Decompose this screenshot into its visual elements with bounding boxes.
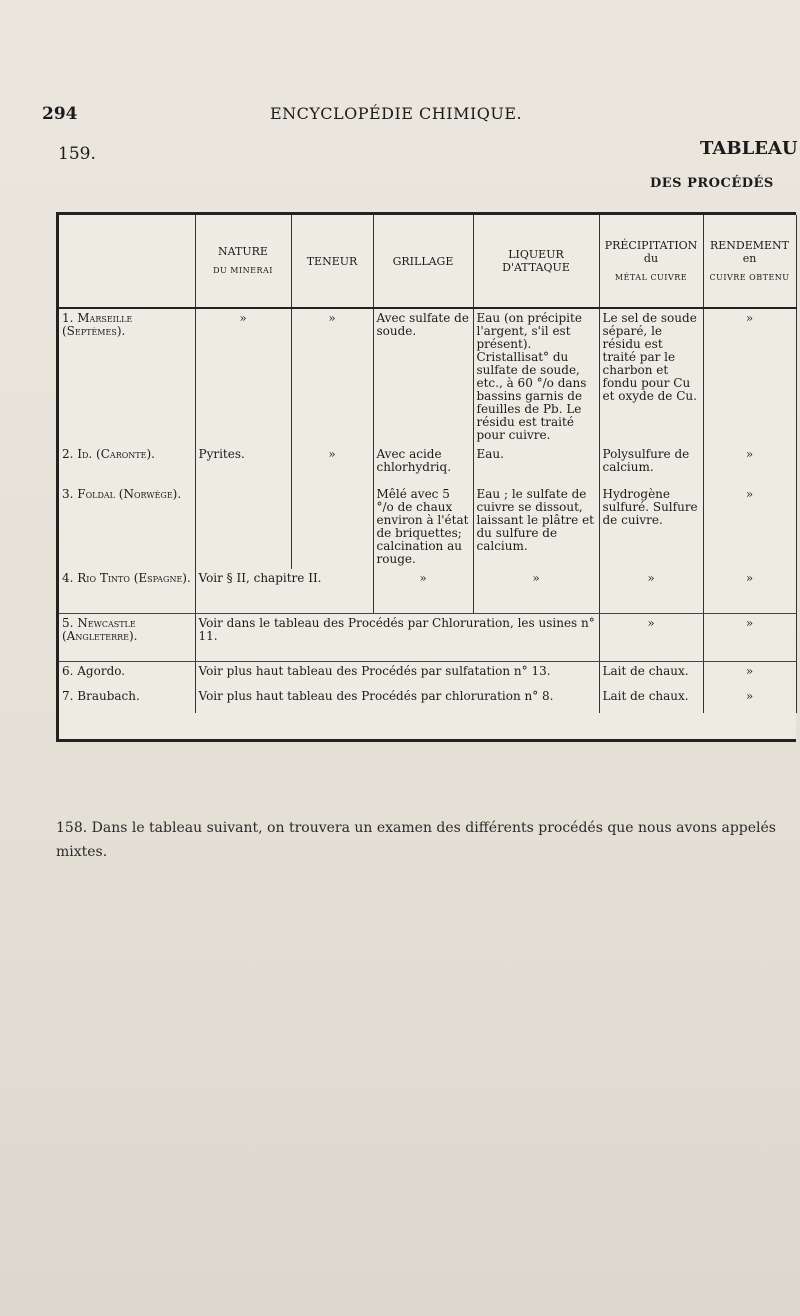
col-header-grillage: GRILLAGE <box>373 215 473 308</box>
procedures-table <box>56 212 796 742</box>
table-row: 1. Marseille (Septèmes). » » Avec sulfate de soude. Eau (on précipite l'argent, s'il est présent). Cristallisat° du sulfate de soude, etc., à 60 °/o dans bassins garnis de feuilles de Pb. Le résidu est traité pour cuivre. Le sel de soude séparé, le résidu est traité par le charbon et fondu pour Cu et oxyde de Cu. » <box>59 308 796 445</box>
table-row: 5. Newcastle (Angleterre). Voir dans le tableau des Procédés par Chloruration, les usines n° 11. » » <box>59 613 796 661</box>
col-header-teneur: TENEUR <box>291 215 373 308</box>
table-row: 3. Foldal (Norwège). Mêlé avec 5 °/o de chaux environ à l'état de briquettes; calcination au rouge. Eau ; le sulfate de cuivre se dissout, laissant le plâtre et du sulfure de calcium. Hydrogène sulfuré. Sulfure de cuivre. » <box>59 485 796 569</box>
table-row: 4. Rio Tinto (Espagne). Voir § II, chapitre II. » » » » <box>59 569 796 613</box>
col-header-precipitation: PRÉCIPITATION du MÉTAL CUIVRE <box>599 215 703 308</box>
page-number: 294 <box>42 104 78 124</box>
running-head: ENCYCLOPÉDIE CHIMIQUE. <box>270 104 523 123</box>
section-number: 159. <box>58 144 96 164</box>
col-header-liqueur: LIQUEUR D'ATTAQUE <box>473 215 599 308</box>
tableau-title: TABLEAU <box>700 138 798 159</box>
col-header-nature: NATURE DU MINERAI <box>195 215 291 308</box>
table-row: 6. Agordo. Voir plus haut tableau des Procédés par sulfatation n° 13. Lait de chaux. » <box>59 661 796 687</box>
tableau-subtitle: DES PROCÉDÉS <box>650 176 774 191</box>
col-header-rendement: RENDEMENT en CUIVRE OBTENU <box>703 215 796 308</box>
body-paragraph: 158. Dans le tableau suivant, on trouvera un examen des différents procédés que nous avons appelés mixtes. <box>56 820 776 860</box>
table-row: 7. Braubach. Voir plus haut tableau des Procédés par chloruration n° 8. Lait de chaux. » <box>59 687 796 713</box>
col-header-name <box>59 215 195 308</box>
table-row: 2. Id. (Caronte). Pyrites. » Avec acide chlorhydriq. Eau. Polysulfure de calcium. » <box>59 445 796 485</box>
